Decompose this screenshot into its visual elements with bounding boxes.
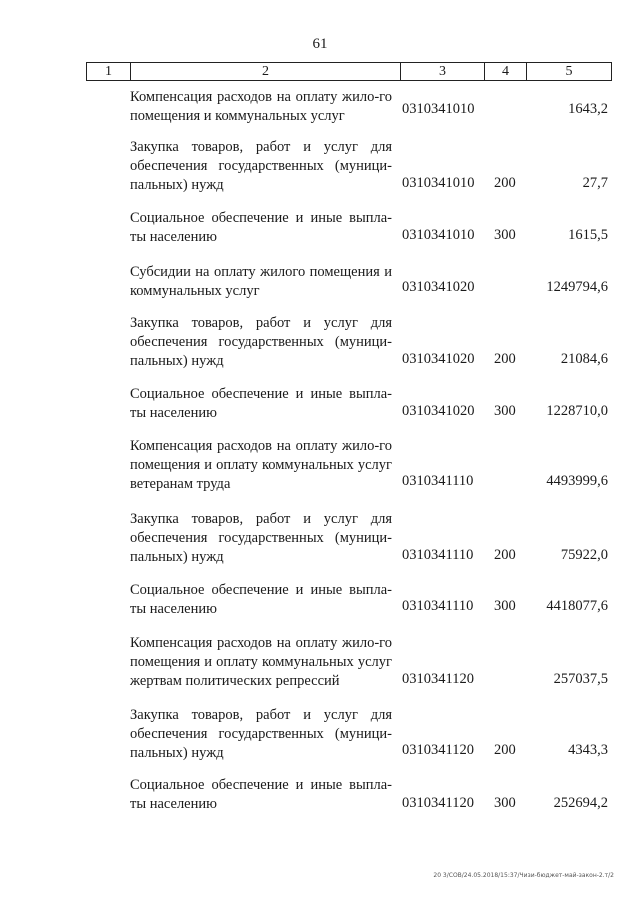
row-kind: 200 [494,351,516,367]
row-kind: 200 [494,175,516,191]
row-description: Компенсация расходов на оплату жило-го помещения и оплату коммунальных услуг ветеранам труда [130,438,392,492]
row-description: Закупка товаров, работ и услуг для обеспечения государственных (муници-пальных) нужд [130,315,392,369]
row-code: 0310341010 [402,101,475,117]
row-code: 0310341010 [402,175,475,191]
row-description: Закупка товаров, работ и услуг для обеспечения государственных (муници-пальных) нужд [130,139,392,193]
row-description: Социальное обеспечение и иные выпла-ты населению [130,582,392,617]
row-code: 0310341020 [402,403,475,419]
row-description: Компенсация расходов на оплату жило-го помещения и оплату коммунальных услуг жертвам политических репрессий [130,635,392,689]
row-description: Субсидии на оплату жилого помещения и коммунальных услуг [130,264,392,299]
row-code: 0310341120 [402,795,474,811]
header-col-4: 4 [485,63,527,80]
row-amount: 252694,2 [553,795,608,811]
row-amount: 1228710,0 [546,403,608,419]
row-amount: 1615,5 [568,227,608,243]
row-description: Закупка товаров, работ и услуг для обеспечения государственных (муници-пальных) нужд [130,511,392,565]
row-kind: 300 [494,795,516,811]
row-kind: 300 [494,227,516,243]
row-amount: 1249794,6 [546,279,608,295]
row-code: 0310341020 [402,351,475,367]
row-kind: 300 [494,598,516,614]
page-number: 61 [312,36,328,52]
row-amount: 1643,2 [568,101,608,117]
row-description: Социальное обеспечение и иные выпла-ты населению [130,777,392,812]
row-amount: 4343,3 [568,742,608,758]
row-amount: 21084,6 [560,351,608,367]
row-description: Социальное обеспечение и иные выпла-ты населению [130,386,392,421]
row-code: 0310341110 [402,473,474,489]
header-col-2: 2 [131,63,401,80]
row-description: Закупка товаров, работ и услуг для обеспечения государственных (муници-пальных) нужд [130,707,392,761]
row-amount: 4493999,6 [546,473,608,489]
header-col-1: 1 [87,63,131,80]
row-amount: 27,7 [582,175,608,191]
header-col-3: 3 [401,63,485,80]
row-description: Социальное обеспечение и иные выпла-ты населению [130,210,392,245]
row-kind: 200 [494,547,516,563]
header-col-5: 5 [565,63,573,79]
row-description: Компенсация расходов на оплату жило-го помещения и коммунальных услуг [130,89,392,124]
row-amount: 257037,5 [553,671,608,687]
row-code: 0310341020 [402,279,475,295]
row-kind: 200 [494,742,516,758]
row-amount: 4418077,6 [546,598,608,614]
row-kind: 300 [494,403,516,419]
row-code: 0310341110 [402,598,474,614]
row-code: 0310341120 [402,671,474,687]
row-code: 0310341010 [402,227,475,243]
footer-stamp: 20 3/СОВ/24.05.2018/15:37/Чизи-бюджет-май-закон-2.т/2 [433,872,614,879]
row-code: 0310341120 [402,742,474,758]
row-code: 0310341110 [402,547,474,563]
row-amount: 75922,0 [560,547,608,563]
